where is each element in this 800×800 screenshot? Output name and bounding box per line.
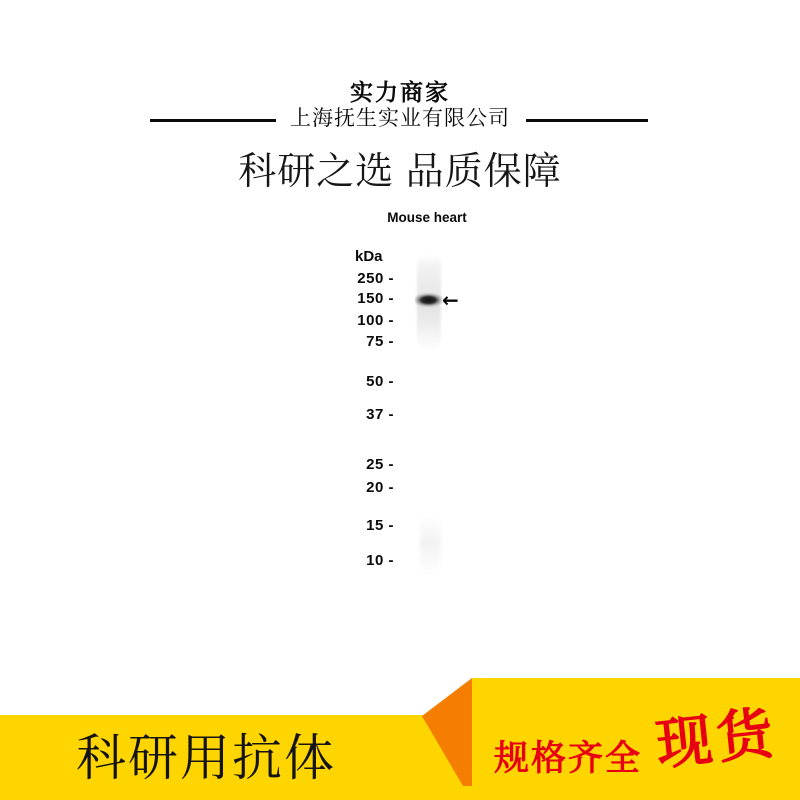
marker-100: 100 - bbox=[357, 312, 394, 329]
marker-50: 50 - bbox=[366, 373, 394, 390]
in-stock-text: 现货 bbox=[652, 700, 781, 777]
marker-75: 75 - bbox=[366, 333, 394, 350]
protein-band bbox=[415, 293, 442, 307]
marker-150: 150 - bbox=[357, 290, 394, 307]
kda-unit-label: kDa bbox=[355, 248, 383, 265]
marker-250: 250 - bbox=[357, 270, 394, 287]
marker-10: 10 - bbox=[366, 552, 394, 569]
spec-complete-text: 规格齐全 bbox=[494, 739, 643, 778]
faint-lower-smear bbox=[420, 516, 441, 574]
company-name: 上海抚生实业有限公司 bbox=[290, 106, 510, 130]
page-title: 科研之选 品质保障 bbox=[238, 151, 562, 193]
sample-label: Mouse heart bbox=[387, 210, 467, 225]
bottom-banner-left-strip bbox=[0, 715, 472, 800]
marker-37: 37 - bbox=[366, 406, 394, 423]
marker-20: 20 - bbox=[366, 479, 394, 496]
marker-25: 25 - bbox=[366, 456, 394, 473]
product-category-text: 科研用抗体 bbox=[76, 730, 336, 786]
band-arrow-icon: ← bbox=[442, 288, 459, 312]
marker-15: 15 - bbox=[366, 517, 394, 534]
merchant-tag: 实力商家 bbox=[350, 80, 450, 105]
molecular-weight-ladder bbox=[300, 0, 394, 600]
